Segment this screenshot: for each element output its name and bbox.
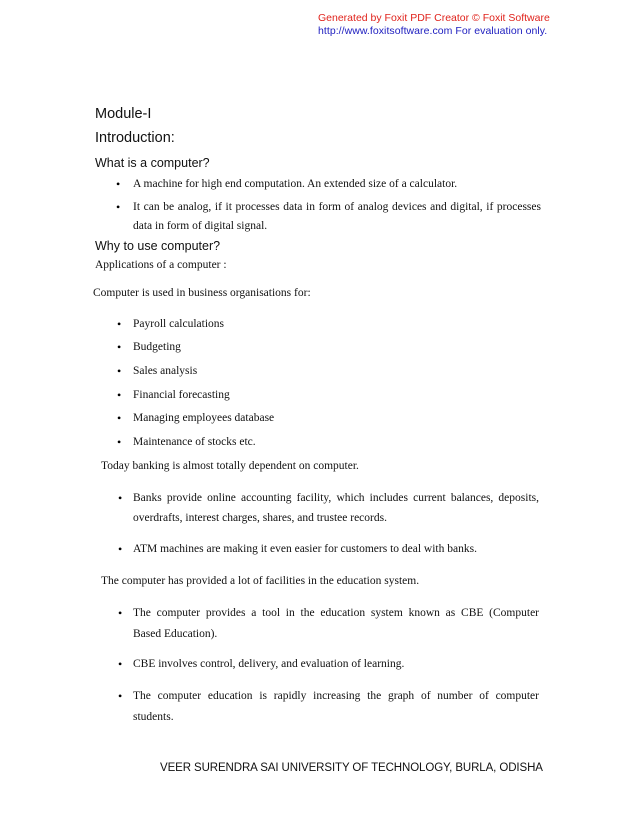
education-item-3-cont: students. [133, 711, 174, 723]
what-is-computer-heading: What is a computer? [95, 156, 210, 170]
bullet-icon: • [117, 411, 122, 425]
banking-item-2: ATM machines are making it even easier for customers to deal with banks. [133, 543, 477, 555]
bullet-icon: • [118, 606, 123, 620]
education-item-1: The computer provides a tool in the education system known as CBE (Computer [133, 607, 539, 619]
business-item: Managing employees database [133, 412, 275, 424]
bullet-icon: • [118, 491, 123, 505]
business-intro: Computer is used in business organisations for: [93, 287, 311, 299]
business-item: Financial forecasting [133, 389, 230, 401]
education-intro: The computer has provided a lot of facilities in the education system. [101, 575, 420, 587]
watermark-line-2: http://www.foxitsoftware.com For evaluation only. [318, 25, 548, 37]
education-item-3: The computer education is rapidly increasing the graph of number of computer [133, 690, 539, 702]
business-item: Maintenance of stocks etc. [133, 436, 256, 448]
bullet-icon: • [117, 340, 122, 354]
business-item: Payroll calculations [133, 318, 225, 330]
what-bullet-2: It can be analog, if it processes data in form of analog devices and digital, if processes [133, 201, 541, 213]
why-use-computer-heading: Why to use computer? [95, 239, 221, 253]
what-bullet-1: A machine for high end computation. An extended size of a calculator. [133, 178, 458, 190]
introduction-heading: Introduction: [95, 130, 175, 146]
bullet-icon: • [117, 435, 122, 449]
bullet-icon: • [118, 657, 123, 671]
bullet-icon: • [117, 317, 122, 331]
bullet-icon: • [117, 364, 122, 378]
bullet-icon: • [116, 200, 121, 214]
education-item-2: CBE involves control, delivery, and evaluation of learning. [133, 658, 405, 670]
banking-intro: Today banking is almost totally dependent on computer. [101, 460, 359, 472]
business-item: Budgeting [133, 341, 181, 353]
banking-item-1: Banks provide online accounting facility, which includes current balances, deposits, [133, 492, 539, 504]
foxit-watermark [318, 12, 550, 38]
bullet-icon: • [118, 689, 123, 703]
bullet-icon: • [118, 542, 123, 556]
bullet-icon: • [117, 388, 122, 402]
module-heading: Module-I [95, 106, 152, 122]
what-bullet-2-cont: data in form of digital signal. [133, 220, 268, 232]
bullet-icon: • [116, 177, 121, 191]
applications-label: Applications of a computer : [95, 259, 227, 271]
banking-item-1-cont: overdrafts, interest charges, shares, and trustee records. [133, 512, 387, 524]
watermark-line-1: Generated by Foxit PDF Creator © Foxit Software [318, 12, 550, 24]
education-item-1-cont: Based Education). [133, 628, 218, 640]
business-item: Sales analysis [133, 365, 198, 377]
page-footer: VEER SURENDRA SAI UNIVERSITY OF TECHNOLOGY, BURLA, ODISHA [160, 762, 543, 774]
